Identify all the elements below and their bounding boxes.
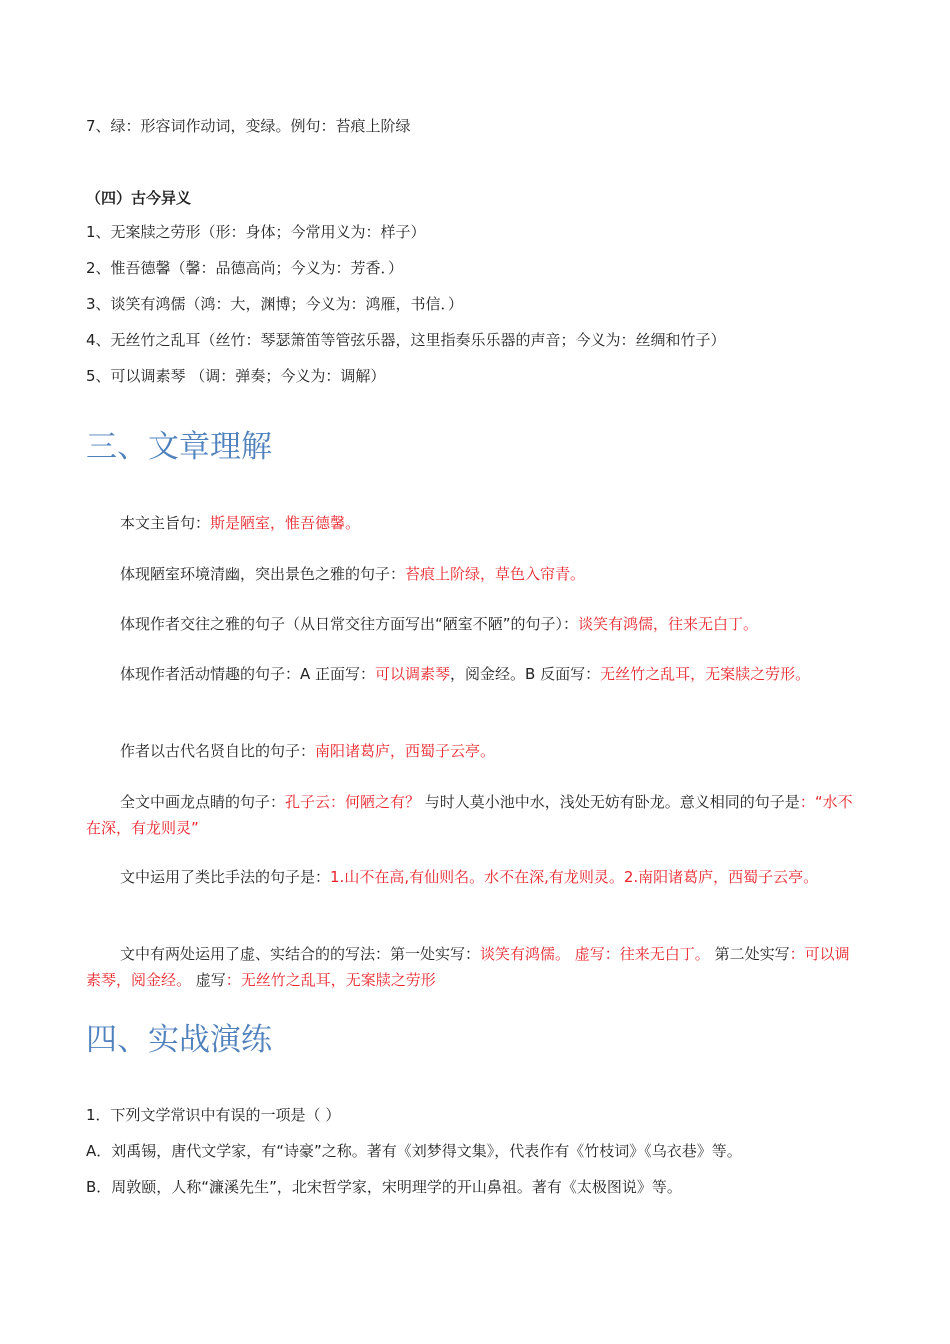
text: 本文主旨句： — [120, 514, 211, 532]
paragraph — [86, 661, 864, 687]
highlight: 谈笑有鸿儒，往来无白丁。 — [578, 615, 759, 633]
paragraph — [86, 864, 864, 890]
highlight: ：无丝竹之乱耳，无案牍之劳形 — [225, 971, 436, 989]
text: 体现作者活动情趣的句子：A 正面写： — [120, 665, 376, 683]
highlight: ：“水不在深，有龙则灵” — [86, 793, 853, 837]
list-item: 7、绿：形容词作动词，变绿。例句：苔痕上阶绿 — [86, 117, 411, 135]
highlight: 谈笑有鸿儒。 虚写：往来无白丁。 — [480, 945, 710, 963]
question: 1．下列文学常识中有误的一项是（ ） — [86, 1106, 341, 1124]
paragraph — [86, 789, 864, 841]
list-item: 4、无丝竹之乱耳（丝竹：琴瑟箫笛等管弦乐器，这里指奏乐乐器的声音；今义为：丝绸和竹子） — [86, 331, 726, 349]
text: 全文中画龙点睛的句子： — [120, 793, 286, 811]
highlight: 孔子云：何陋之有？ — [285, 793, 421, 811]
option: A．刘禹锡，唐代文学家，有“诗豪”之称。著有《刘梦得文集》，代表作有《竹枝词》《乌衣巷》等。 — [86, 1142, 742, 1160]
text: 体现陋室环境清幽，突出景色之雅的句子： — [120, 565, 406, 583]
highlight: 南阳诸葛庐，西蜀子云亭。 — [315, 742, 496, 760]
paragraph — [86, 738, 864, 764]
list-item: 5、可以调素琴 （调：弹奏；今义为：调解） — [86, 367, 386, 385]
text: ，阅金经。B 反面写： — [450, 665, 601, 683]
text: 第二处实写 — [709, 945, 790, 963]
text: 体现作者交往之雅的句子（从日常交往方面写出“陋室不陋”的句子）： — [120, 615, 579, 633]
highlight: 可以调素琴 — [375, 665, 451, 683]
list-item: 2、惟吾德馨（馨：品德高尚；今义为：芳香．） — [86, 259, 404, 277]
section-heading: 四、实战演练 — [86, 1022, 272, 1058]
paragraph — [86, 941, 864, 993]
paragraph — [86, 561, 864, 587]
section-subtitle: （四）古今异义 — [86, 189, 192, 207]
option: B．周敦颐，人称“濂溪先生”，北宋哲学家，宋明理学的开山鼻祖。著有《太极图说》等。 — [86, 1178, 682, 1196]
highlight: 苔痕上阶绿，草色入帘青。 — [405, 565, 586, 583]
text: 文中有两处运用了虚、实结合的的写法：第一处实写： — [120, 945, 481, 963]
section-heading: 三、文章理解 — [86, 429, 272, 465]
text: 虚写 — [191, 971, 226, 989]
highlight: 斯是陋室，惟吾德馨。 — [210, 514, 361, 532]
text: 与时人莫小池中水，浅处无妨有卧龙。意义相同的句子是 — [420, 793, 800, 811]
text: 文中运用了类比手法的句子是： — [120, 868, 331, 886]
text: 作者以古代名贤自比的句子： — [120, 742, 316, 760]
highlight: ：可以调素琴，阅金经。 — [86, 945, 850, 989]
highlight: 无丝竹之乱耳，无案牍之劳形。 — [600, 665, 811, 683]
list-item: 3、谈笑有鸿儒（鸿：大，渊博；今义为：鸿雁，书信．） — [86, 295, 464, 313]
paragraph — [86, 510, 864, 536]
paragraph — [86, 611, 864, 637]
highlight: 1.山不在高,有仙则名。水不在深,有龙则灵。2.南阳诸葛庐，西蜀子云亭。 — [330, 868, 819, 886]
list-item: 1、无案牍之劳形（形：身体；今常用义为：样子） — [86, 223, 426, 241]
